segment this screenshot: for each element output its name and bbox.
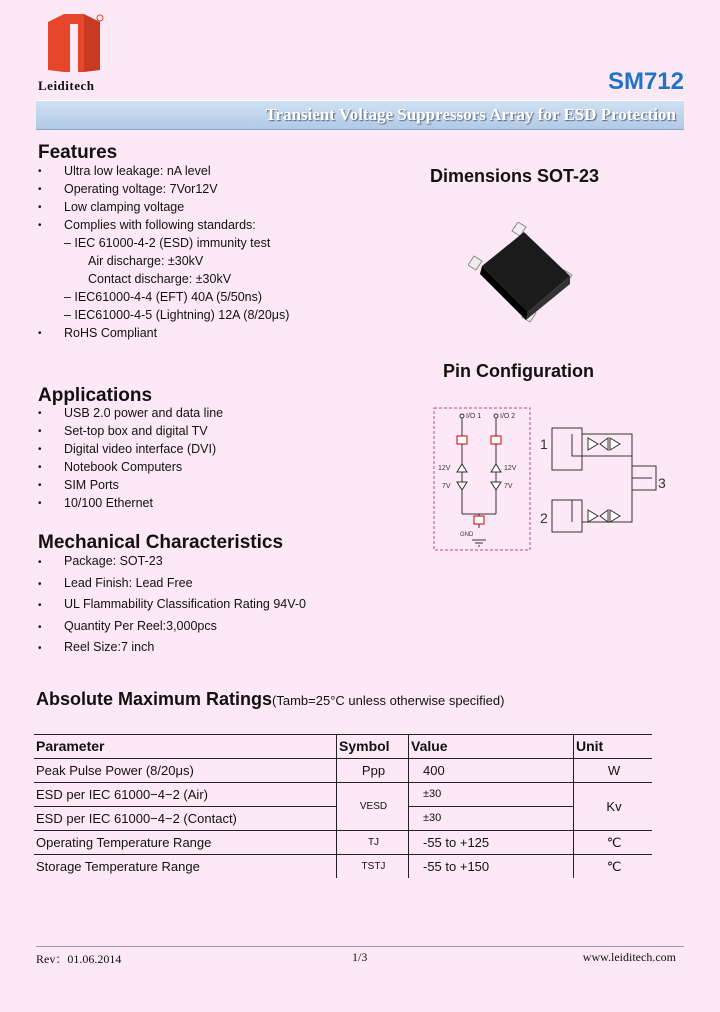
header-parameter: Parameter xyxy=(34,735,337,759)
param-cell: ESD per IEC 61000−4−2 (Air) xyxy=(34,783,337,807)
title-banner xyxy=(36,100,684,130)
param-cell: ESD per IEC 61000−4−2 (Contact) xyxy=(34,807,337,831)
param-cell: Operating Temperature Range xyxy=(34,831,337,855)
page-number: 1/3 xyxy=(352,950,368,964)
unit-cell: Kv xyxy=(574,783,653,831)
list-item: Contact discharge: ±30kV xyxy=(88,272,232,286)
list-item: • Complies with following standards: xyxy=(38,216,289,234)
list-item: – IEC 61000-4-2 (ESD) immunity test xyxy=(64,236,271,250)
12v-label-b: 12V xyxy=(504,465,517,472)
symbol-cell: VESD xyxy=(337,783,409,831)
pin2-label: 2 xyxy=(540,510,548,526)
pin-config-heading: Pin Configuration xyxy=(443,361,594,381)
list-item: • Ultra low leakage: nA level xyxy=(38,162,289,180)
dimensions-heading: Dimensions SOT-23 xyxy=(430,166,600,186)
list-item: • Quantity Per Reel:3,000pcs xyxy=(38,616,306,638)
list-item: • SIM Ports xyxy=(38,476,223,494)
io1-label: I/O 1 xyxy=(466,413,482,420)
brand-name: Leiditech xyxy=(38,78,95,93)
part-number: SM712 xyxy=(607,68,684,95)
io2-label: I/O 2 xyxy=(500,413,516,420)
list-item: • Low clamping voltage xyxy=(38,198,289,216)
list-item: – IEC61000-4-5 (Lightning) 12A (8/20μs) xyxy=(64,308,290,322)
list-item: • Package: SOT-23 xyxy=(38,551,306,573)
ratings-heading xyxy=(36,689,504,710)
list-item: • Digital video interface (DVI) xyxy=(38,440,223,458)
unit-cell: ℃ xyxy=(606,859,622,874)
mechanical-list xyxy=(38,551,306,659)
list-item: • RoHS Compliant xyxy=(38,324,289,342)
symbol-cell: TJ xyxy=(337,831,409,855)
sot23-package-image xyxy=(468,222,588,334)
symbol-cell: TSTJ xyxy=(337,855,409,879)
12v-label-a: 12V xyxy=(438,465,451,472)
list-item: • Notebook Computers xyxy=(38,458,223,476)
pin3-label: 3 xyxy=(658,475,666,491)
schematic-diagram xyxy=(432,406,532,552)
symbol-cell: Ppp xyxy=(337,759,409,783)
applications-heading: Applications xyxy=(38,385,153,406)
value-cell: -55 to +150 xyxy=(409,855,574,879)
value-cell: ±30 xyxy=(409,807,574,831)
table-row xyxy=(34,783,652,807)
header-symbol: Symbol xyxy=(337,735,409,759)
ratings-title: Absolute Maximum Ratings xyxy=(36,689,273,709)
list-item: • Reel Size:7 inch xyxy=(38,637,306,659)
website-link[interactable]: www.leiditech.com xyxy=(582,950,676,964)
applications-list xyxy=(38,404,223,512)
list-item: • 10/100 Ethernet xyxy=(38,494,223,512)
revision: Rev：01.06.2014 xyxy=(36,952,122,966)
param-cell: Peak Pulse Power (8/20μs) xyxy=(34,759,337,783)
value-cell: -55 to +125 xyxy=(409,831,574,855)
list-item: – IEC61000-4-4 (EFT) 40A (5/50ns) xyxy=(64,290,263,304)
features-list xyxy=(38,162,289,342)
mechanical-heading: Mechanical Characteristics xyxy=(38,532,284,553)
value-cell: ±30 xyxy=(409,783,574,807)
subtitle: Transient Voltage Suppressors Array for ESD Protection xyxy=(265,105,676,124)
value-cell: 400 xyxy=(409,759,574,783)
unit-cell: ℃ xyxy=(574,831,653,855)
list-item: • Lead Finish: Lead Free xyxy=(38,573,306,595)
pin-diagram xyxy=(536,422,672,534)
unit-cell: W xyxy=(574,759,653,783)
pin1-label: 1 xyxy=(540,436,548,452)
list-item: • Set-top box and digital TV xyxy=(38,422,223,440)
7v-label-a: 7V xyxy=(442,483,451,490)
page-footer xyxy=(36,946,684,967)
ratings-note: (Tamb=25°C unless otherwise specified) xyxy=(272,693,505,708)
list-item: Air discharge: ±30kV xyxy=(88,254,204,268)
header-unit: Unit xyxy=(574,735,653,759)
table-row xyxy=(34,759,652,783)
list-item: • USB 2.0 power and data line xyxy=(38,404,223,422)
list-item: • UL Flammability Classification Rating 94V-0 xyxy=(38,594,306,616)
7v-label-b: 7V xyxy=(504,483,513,490)
param-cell: Storage Temperature Range xyxy=(34,855,337,879)
table-row xyxy=(34,855,652,879)
header-value: Value xyxy=(409,735,574,759)
ratings-table xyxy=(34,734,652,878)
features-heading: Features xyxy=(38,142,118,163)
leiditech-logo xyxy=(44,12,104,78)
table-row xyxy=(34,831,652,855)
table-header-row xyxy=(34,735,652,759)
list-item: • Operating voltage: 7Vor12V xyxy=(38,180,289,198)
gnd-label: GND xyxy=(460,532,474,538)
